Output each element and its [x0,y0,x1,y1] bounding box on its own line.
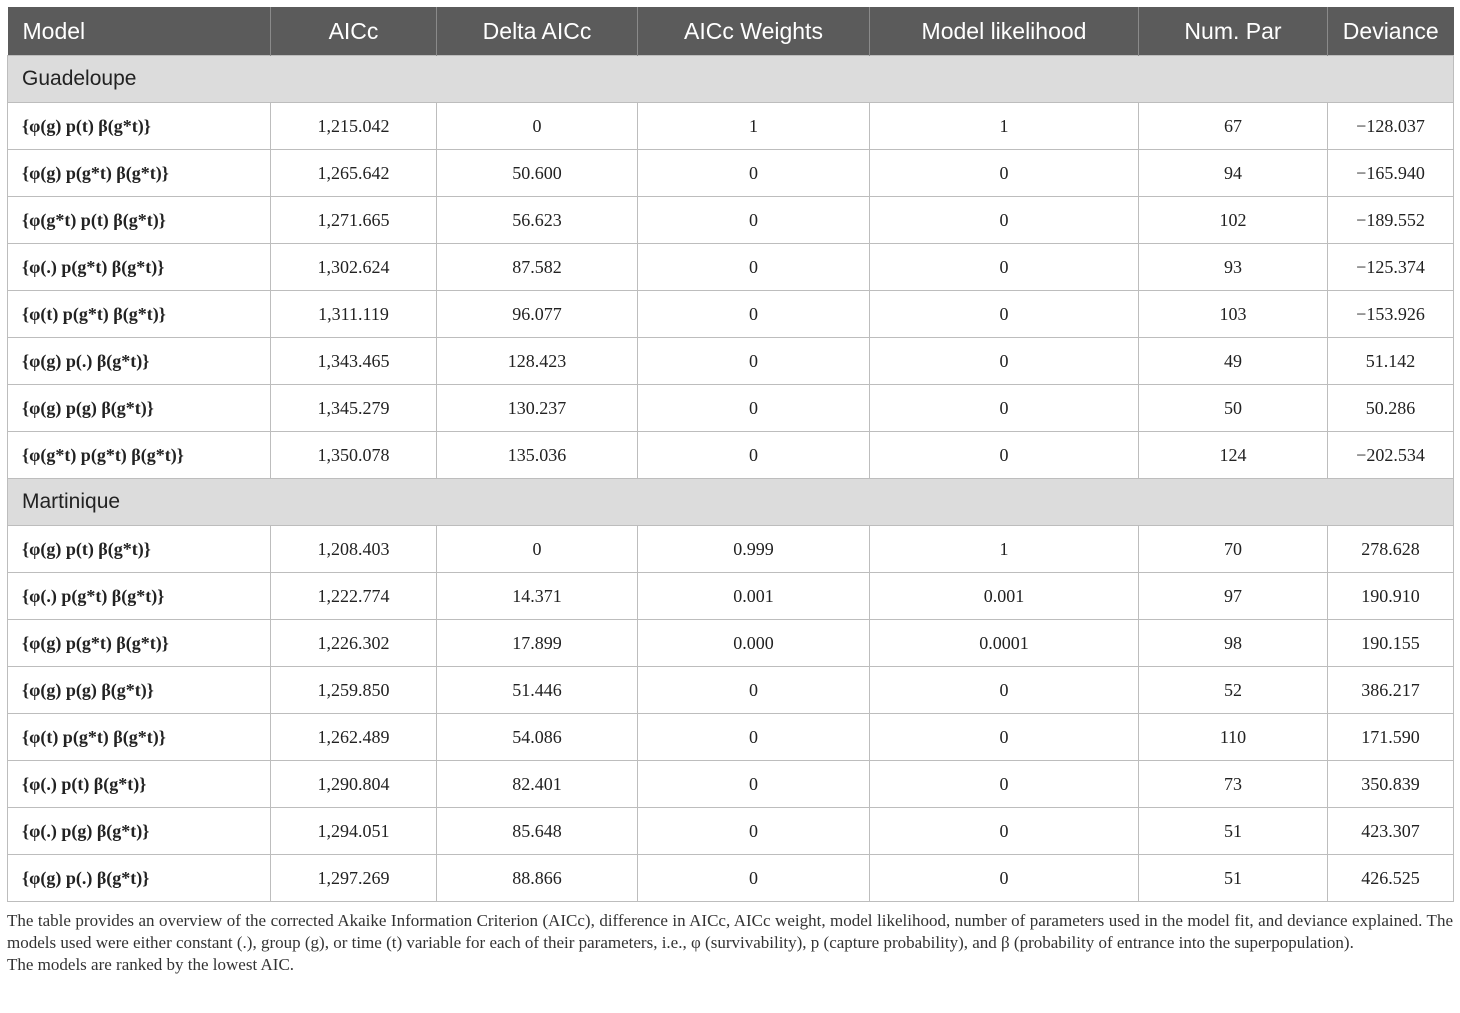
cell-delta-aicc: 87.582 [437,244,638,291]
cell-delta-aicc: 56.623 [437,197,638,244]
table-row [8,573,1454,620]
header-aicc-weights: AICc Weights [638,7,870,56]
group-row [8,479,1454,526]
cell-deviance: 171.590 [1328,714,1454,761]
table-row [8,291,1454,338]
cell-aicc-weights: 0 [638,150,870,197]
cell-aicc: 1,259.850 [271,667,437,714]
cell-model-likelihood: 0 [870,432,1139,479]
cell-model-likelihood: 0.001 [870,573,1139,620]
footnote-description: The table provides an overview of the corrected Akaike Information Criterion (AICc), difference in AICc, AICc weight, model likelihood, number of parameters used in the model fit, and deviance explained. The models used were either constant (.), group (g), or time (t) variable for each of their parameters, i.e., φ (survivability), p (capture probability), and β (probability of entrance into the superpopulation). [7,911,1453,952]
cell-aicc: 1,262.489 [271,714,437,761]
cell-delta-aicc: 128.423 [437,338,638,385]
cell-delta-aicc: 0 [437,103,638,150]
cell-aicc: 1,343.465 [271,338,437,385]
table-row [8,150,1454,197]
results-table-container [7,7,1453,976]
cell-aicc: 1,265.642 [271,150,437,197]
cell-aicc: 1,311.119 [271,291,437,338]
group-row [8,56,1454,103]
cell-model: {φ(g) p(g*t) β(g*t)} [8,150,271,197]
table-row [8,526,1454,573]
model-selection-table [7,7,1454,902]
cell-aicc: 1,208.403 [271,526,437,573]
cell-model: {φ(g) p(g) β(g*t)} [8,385,271,432]
cell-model-likelihood: 0 [870,714,1139,761]
cell-num-par: 103 [1139,291,1328,338]
table-row [8,197,1454,244]
cell-num-par: 73 [1139,761,1328,808]
cell-num-par: 51 [1139,855,1328,902]
header-row [8,7,1454,56]
cell-aicc: 1,226.302 [271,620,437,667]
cell-model: {φ(.) p(g*t) β(g*t)} [8,244,271,291]
cell-aicc-weights: 0 [638,761,870,808]
cell-aicc: 1,345.279 [271,385,437,432]
cell-aicc-weights: 0 [638,855,870,902]
cell-aicc-weights: 1 [638,103,870,150]
cell-num-par: 49 [1139,338,1328,385]
cell-model-likelihood: 1 [870,526,1139,573]
table-row [8,714,1454,761]
table-row [8,667,1454,714]
cell-deviance: 386.217 [1328,667,1454,714]
cell-num-par: 102 [1139,197,1328,244]
table-row [8,385,1454,432]
cell-deviance: 426.525 [1328,855,1454,902]
table-row [8,432,1454,479]
cell-delta-aicc: 51.446 [437,667,638,714]
cell-delta-aicc: 0 [437,526,638,573]
cell-delta-aicc: 88.866 [437,855,638,902]
header-deviance: Deviance [1328,7,1454,56]
cell-aicc: 1,215.042 [271,103,437,150]
cell-model: {φ(g) p(g*t) β(g*t)} [8,620,271,667]
cell-deviance: −125.374 [1328,244,1454,291]
cell-deviance: −202.534 [1328,432,1454,479]
cell-model: {φ(g) p(t) β(g*t)} [8,526,271,573]
cell-aicc-weights: 0 [638,197,870,244]
cell-deviance: 190.155 [1328,620,1454,667]
cell-model: {φ(.) p(g) β(g*t)} [8,808,271,855]
table-row [8,620,1454,667]
cell-aicc-weights: 0 [638,385,870,432]
cell-model: {φ(g*t) p(g*t) β(g*t)} [8,432,271,479]
cell-num-par: 50 [1139,385,1328,432]
cell-delta-aicc: 135.036 [437,432,638,479]
cell-model: {φ(t) p(g*t) β(g*t)} [8,291,271,338]
cell-aicc-weights: 0 [638,291,870,338]
cell-aicc: 1,297.269 [271,855,437,902]
cell-model: {φ(g) p(.) β(g*t)} [8,338,271,385]
footnote-ranking: The models are ranked by the lowest AIC. [7,955,295,974]
cell-aicc-weights: 0 [638,714,870,761]
cell-deviance: 51.142 [1328,338,1454,385]
table-row [8,855,1454,902]
header-model-likelihood: Model likelihood [870,7,1139,56]
cell-aicc-weights: 0.001 [638,573,870,620]
group-label: Martinique [8,479,1454,526]
cell-num-par: 93 [1139,244,1328,291]
cell-delta-aicc: 130.237 [437,385,638,432]
cell-deviance: 190.910 [1328,573,1454,620]
table-body [8,56,1454,902]
cell-aicc: 1,350.078 [271,432,437,479]
cell-deviance: −189.552 [1328,197,1454,244]
cell-model-likelihood: 0 [870,385,1139,432]
cell-aicc: 1,222.774 [271,573,437,620]
cell-delta-aicc: 85.648 [437,808,638,855]
cell-model: {φ(.) p(g*t) β(g*t)} [8,573,271,620]
cell-num-par: 98 [1139,620,1328,667]
cell-aicc-weights: 0.999 [638,526,870,573]
cell-num-par: 70 [1139,526,1328,573]
cell-delta-aicc: 96.077 [437,291,638,338]
cell-model: {φ(t) p(g*t) β(g*t)} [8,714,271,761]
cell-deviance: −153.926 [1328,291,1454,338]
cell-aicc-weights: 0 [638,432,870,479]
cell-deviance: −128.037 [1328,103,1454,150]
cell-model-likelihood: 0.0001 [870,620,1139,667]
cell-model-likelihood: 0 [870,855,1139,902]
cell-aicc-weights: 0 [638,244,870,291]
cell-delta-aicc: 14.371 [437,573,638,620]
cell-model-likelihood: 1 [870,103,1139,150]
table-row [8,808,1454,855]
cell-model-likelihood: 0 [870,244,1139,291]
cell-delta-aicc: 17.899 [437,620,638,667]
cell-aicc: 1,290.804 [271,761,437,808]
table-row [8,338,1454,385]
cell-deviance: 350.839 [1328,761,1454,808]
cell-aicc-weights: 0 [638,338,870,385]
header-num-par: Num. Par [1139,7,1328,56]
cell-aicc: 1,302.624 [271,244,437,291]
cell-deviance: −165.940 [1328,150,1454,197]
cell-model-likelihood: 0 [870,291,1139,338]
cell-num-par: 97 [1139,573,1328,620]
cell-model-likelihood: 0 [870,761,1139,808]
header-aicc: AICc [271,7,437,56]
cell-aicc-weights: 0 [638,667,870,714]
cell-num-par: 52 [1139,667,1328,714]
table-row [8,244,1454,291]
header-model: Model [8,7,271,56]
cell-aicc-weights: 0.000 [638,620,870,667]
cell-model: {φ(.) p(t) β(g*t)} [8,761,271,808]
cell-model: {φ(g*t) p(t) β(g*t)} [8,197,271,244]
cell-delta-aicc: 54.086 [437,714,638,761]
cell-model-likelihood: 0 [870,667,1139,714]
cell-num-par: 110 [1139,714,1328,761]
cell-delta-aicc: 82.401 [437,761,638,808]
cell-deviance: 423.307 [1328,808,1454,855]
cell-aicc: 1,271.665 [271,197,437,244]
cell-aicc: 1,294.051 [271,808,437,855]
cell-model-likelihood: 0 [870,197,1139,244]
cell-delta-aicc: 50.600 [437,150,638,197]
cell-model-likelihood: 0 [870,338,1139,385]
cell-model: {φ(g) p(.) β(g*t)} [8,855,271,902]
group-label: Guadeloupe [8,56,1454,103]
cell-model-likelihood: 0 [870,808,1139,855]
cell-model: {φ(g) p(t) β(g*t)} [8,103,271,150]
cell-num-par: 51 [1139,808,1328,855]
cell-num-par: 94 [1139,150,1328,197]
table-footnote [7,910,1453,976]
table-row [8,761,1454,808]
table-row [8,103,1454,150]
cell-num-par: 67 [1139,103,1328,150]
cell-model-likelihood: 0 [870,150,1139,197]
cell-num-par: 124 [1139,432,1328,479]
cell-deviance: 278.628 [1328,526,1454,573]
cell-deviance: 50.286 [1328,385,1454,432]
cell-model: {φ(g) p(g) β(g*t)} [8,667,271,714]
header-delta-aicc: Delta AICc [437,7,638,56]
cell-aicc-weights: 0 [638,808,870,855]
